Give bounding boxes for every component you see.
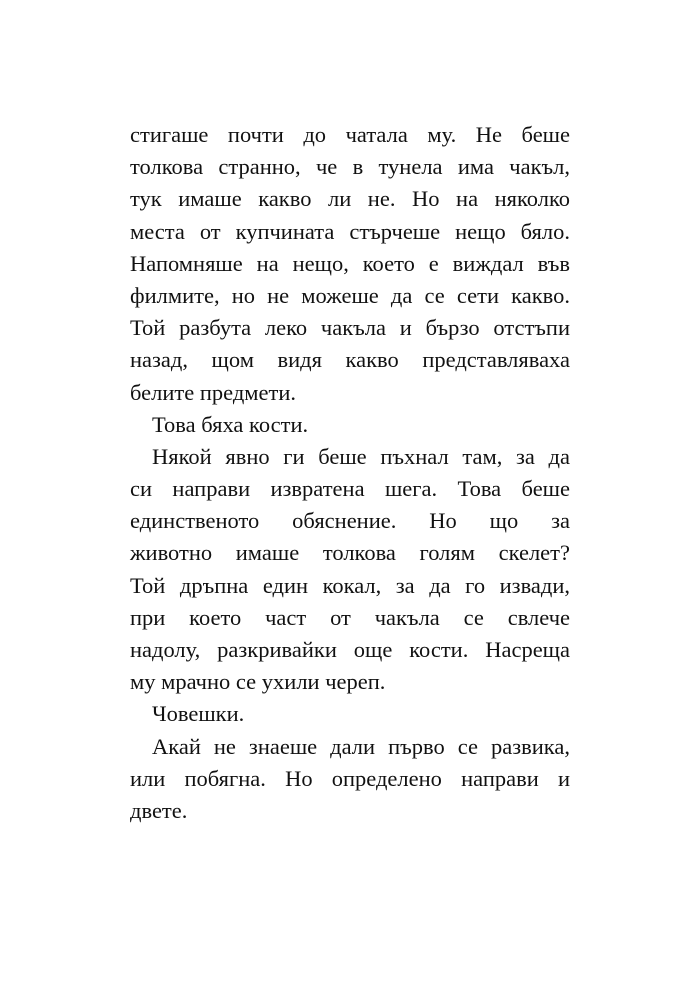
page-text — [130, 119, 570, 827]
text-line: животно имаше толкова голям скелет? — [130, 540, 570, 566]
text-line: Това бяха кости. — [152, 411, 309, 437]
text-line: Той дръпна един кокал, за да го извади, — [130, 572, 570, 598]
text-line: при което част от чакъла се свлече — [130, 604, 570, 630]
text-line: Някой явно ги беше пъхнал там, за да — [152, 443, 570, 469]
text-line: единственото обяснение. Но що за — [130, 508, 570, 534]
paragraph-4 — [130, 698, 570, 730]
text-line: Той разбута леко чакъла и бързо отстъпи — [130, 315, 570, 341]
text-line: Акай не знаеше дали първо се развика, — [152, 733, 570, 759]
text-line: или побягна. Но определено направи и — [130, 765, 570, 791]
paragraph-2 — [130, 409, 570, 441]
text-line: Човешки. — [152, 701, 245, 727]
text-line: му мрачно се ухили череп. — [130, 669, 386, 695]
text-line: Напомняше на нещо, което е виждал във — [130, 250, 570, 276]
paragraph-1 — [130, 119, 570, 409]
text-line: надолу, разкривайки още кости. Насреща — [130, 637, 570, 662]
text-line: филмите, но не можеше да се сети какво. — [130, 282, 570, 308]
paragraph-3 — [130, 441, 570, 699]
text-line: места от купчината стърчеше нещо бяло. — [130, 218, 570, 244]
text-line: толкова странно, че в тунела има чакъл, — [130, 154, 570, 180]
text-line: стигаше почти до чатала му. Не беше — [130, 122, 570, 147]
text-line: си направи извратена шега. Това беше — [130, 476, 570, 502]
text-line: назад, щом видя какво представляваха — [130, 347, 570, 373]
paragraph-5 — [130, 731, 570, 828]
text-line: белите предмети. — [130, 379, 297, 405]
text-line: двете. — [130, 797, 188, 823]
text-line: тук имаше какво ли не. Но на няколко — [130, 186, 570, 212]
